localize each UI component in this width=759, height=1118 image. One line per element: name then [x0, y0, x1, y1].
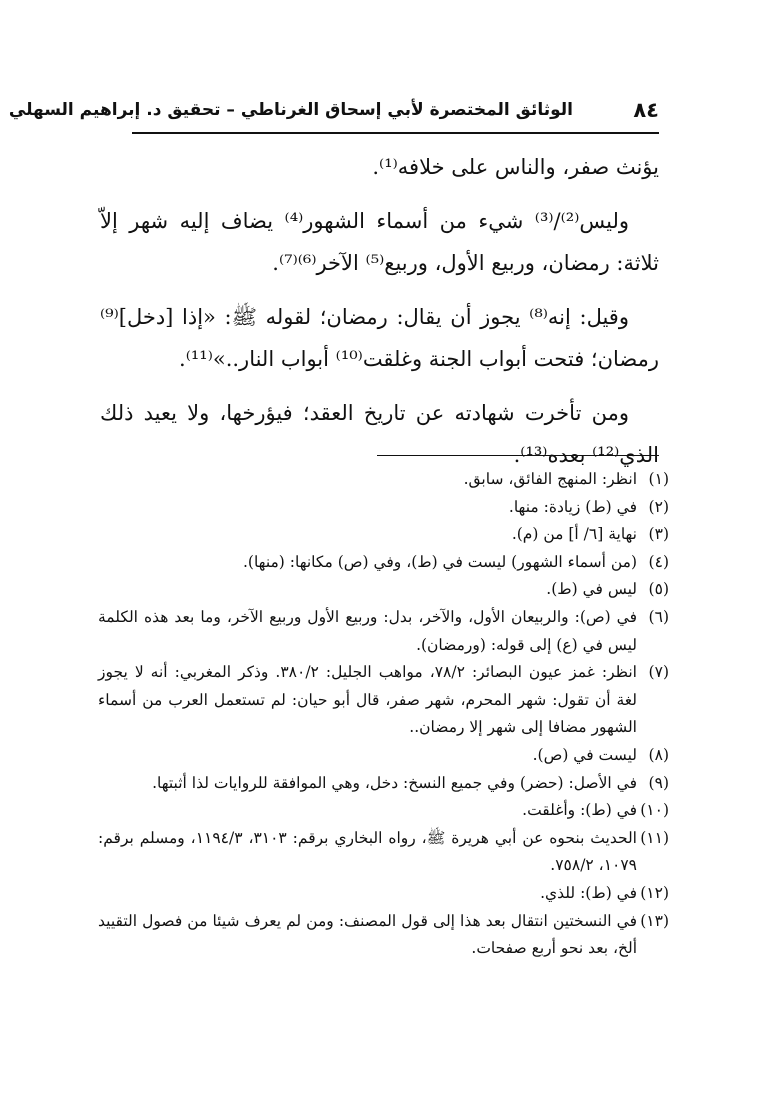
footnote	[98, 521, 669, 549]
footnote-text: في (ط): للذي.	[540, 883, 637, 902]
footnote	[98, 908, 669, 963]
footnote-text: في (ط) زيادة: منها.	[508, 497, 637, 516]
footnote	[98, 549, 669, 577]
footnote	[98, 494, 669, 522]
footnote-number: (١)	[648, 470, 669, 488]
footnote	[98, 466, 669, 494]
paragraph-4: ومن تأخرت شهادته عن تاريخ العقد؛ فيؤرخها، ولا يعيد ذلك الذي⁽¹²⁾ بعده⁽¹³⁾.	[100, 401, 659, 467]
running-header	[8, 92, 659, 134]
footnote-number: (٣)	[648, 525, 669, 544]
footnote-text: في النسختين انتقال بعد هذا إلى قول المصنف: ومن لم يعرف شيئا من فصول التقييد ألخ، بعد نحو أربع صفحات.	[98, 911, 637, 958]
footnote-text: انظر: غمز عيون البصائر: ٧٨/٢، مواهب الجليل: ٣٨٠/٢. وذكر المغربي: أنه لا يجوز لغة أن تقول: شهر المحرم، شهر صفر، قال أبو حيان: لم تستعمل العرب من أسماء الشهور مضافا إلى شهر إلا رمضان..	[98, 663, 637, 737]
footnote-number: (١٠)	[640, 801, 669, 820]
footnote-number: (٧)	[648, 663, 669, 682]
footnote-number: (٥)	[648, 580, 669, 599]
footnote-text: في الأصل: (حضر) وفي جميع النسخ: دخل، وهي الموافقة للروايات لذا أثبتها.	[152, 773, 637, 792]
main-text	[100, 146, 659, 488]
footnote	[98, 576, 669, 604]
footnote-text: الحديث بنحوه عن أبي هريرة ﷺ، رواه البخاري برقم: ٣١٠٣، ١١٩٤/٣، ومسلم برقم: ١٠٧٩، ٧٥٨/٢.	[98, 828, 637, 875]
footnote-number: (٩)	[648, 773, 669, 792]
footnote	[98, 825, 669, 880]
paragraph-3: وقيل: إنه⁽⁸⁾ يجوز أن يقال: رمضان؛ لقوله ﷺ: «إذا [دخل]⁽⁹⁾ رمضان؛ فتحت أبواب الجنة وغلقت⁽¹⁰⁾ أبواب النار..»⁽¹¹⁾.	[100, 305, 659, 371]
footnote-text: ليس في (ط).	[546, 580, 637, 599]
footnote-text: في (ص): والربيعان الأول، والآخر، بدل: وربيع الأول وربيع الآخر، وما بعد هذه الكلمة ليس في (ع) إلى قوله: (ورمضان).	[98, 607, 637, 654]
footnote-number: (٦)	[648, 607, 669, 626]
footnote	[98, 797, 669, 825]
footnote-separator	[377, 455, 659, 456]
footnote	[98, 604, 669, 659]
footnote-number: (٤)	[648, 552, 669, 571]
footnote-text: في (ط): وأغلقت.	[522, 801, 637, 820]
footnote-number: (١٢)	[640, 883, 669, 902]
footnote	[98, 659, 669, 742]
footnote-text: انظر: المنهج الفائق، سابق.	[463, 470, 637, 488]
paragraph-2: وليس⁽²⁾/⁽³⁾ شيء من أسماء الشهور⁽⁴⁾ يضاف إليه شهر إلاّ ثلاثة: رمضان، وربيع الأول، وربيع⁽⁵⁾ الآخر⁽⁶⁾⁽⁷⁾.	[100, 209, 659, 275]
footnote	[98, 770, 669, 798]
footnote	[98, 880, 669, 908]
footnote-number: (١٣)	[640, 911, 669, 930]
footnote-text: ليست في (ص).	[532, 745, 637, 764]
footnote	[98, 742, 669, 770]
running-title: الوثائق المختصرة لأبي إسحاق الغرناطي – تحقيق د. إبراهيم السهلي	[8, 100, 573, 120]
footnote-text: نهاية [٦/ أ] من (م).	[511, 525, 637, 544]
footnote-number: (٨)	[648, 745, 669, 764]
paragraph-1: يؤنث صفر، والناس على خلافه⁽¹⁾.	[372, 155, 659, 179]
footnote-number: (٢)	[648, 497, 669, 516]
footnote-number: (١١)	[640, 828, 669, 847]
footnotes	[98, 466, 669, 963]
page-number: ٨٤	[633, 98, 659, 122]
footnote-text: (من أسماء الشهور) ليست في (ط)، وفي (ص) مكانها: (منها).	[242, 552, 637, 571]
